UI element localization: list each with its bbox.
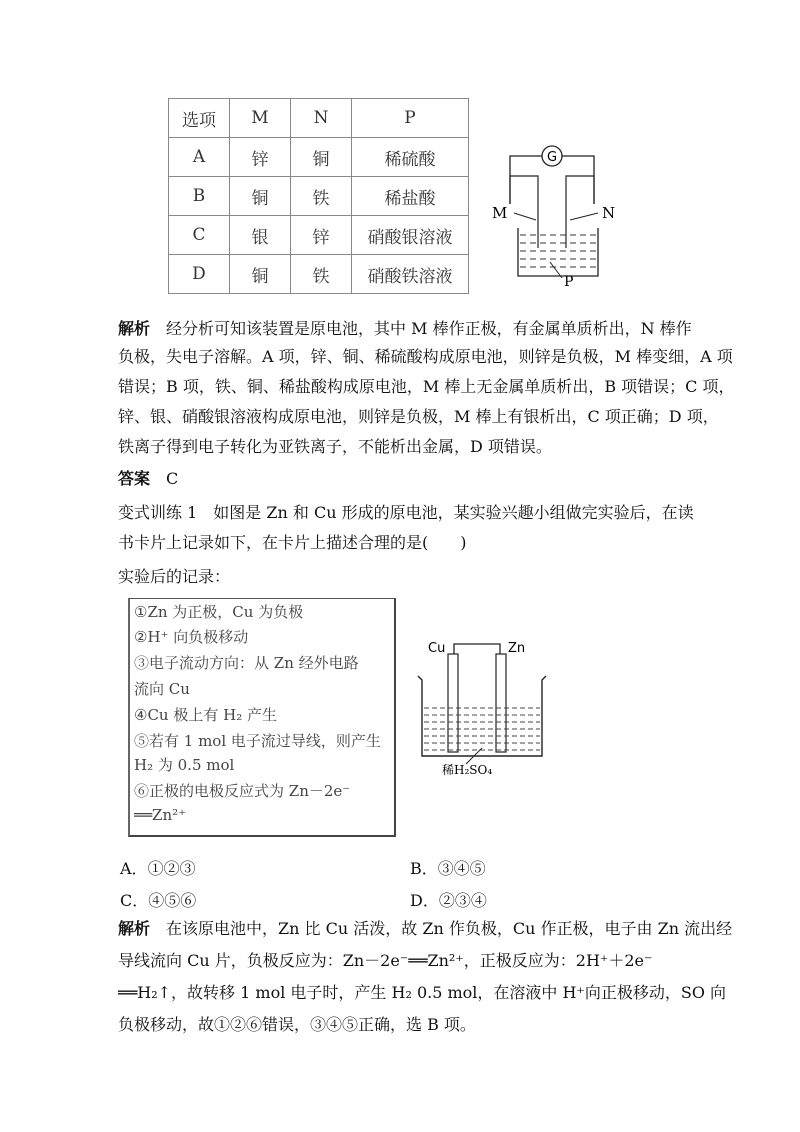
table-cell: 铜 <box>291 138 352 177</box>
analysis-paragraph-2 <box>118 918 732 940</box>
card-line: ⑥正极的电极反应式为 Zn－2e⁻ <box>134 782 351 800</box>
solution-p-label: P <box>564 274 574 290</box>
table-cell: 稀盐酸 <box>352 177 469 216</box>
table-cell: D <box>169 255 230 294</box>
exercise-line: 书卡片上记录如下，在卡片上描述合理的是( ) <box>118 533 467 552</box>
analysis-label: 解析 <box>118 319 151 338</box>
options-table <box>168 98 469 294</box>
electrolyte-label: 稀H₂SO₄ <box>442 763 493 776</box>
analysis-line: 错误；B 项，铁、铜、稀盐酸构成原电池，M 棒上无金属单质析出，B 项错误；C 项， <box>118 377 735 396</box>
table-cell: 铜 <box>230 177 291 216</box>
analysis-line: ══H₂↑，故转移 1 mol 电子时，产生 H₂ 0.5 mol，在溶液中 H⁺向正极移动，SO 向 <box>118 983 727 1002</box>
table-cell: 锌 <box>291 216 352 255</box>
record-card <box>128 598 396 837</box>
table-cell: 铁 <box>291 177 352 216</box>
option-c[interactable] <box>120 888 196 911</box>
table-header-cell: M <box>230 99 291 138</box>
option-b[interactable] <box>410 856 486 879</box>
card-line: ④Cu 极上有 H₂ 产生 <box>134 706 277 724</box>
card-line: H₂ 为 0.5 mol <box>134 756 235 774</box>
option-text: ①②③ <box>147 859 196 878</box>
answer-line <box>118 468 178 490</box>
analysis-line: 导线流向 Cu 片，负极反应为：Zn－2e⁻══Zn²⁺，正极反应为：2H⁺＋2e⁻ <box>118 951 653 970</box>
table-header-cell: N <box>291 99 352 138</box>
electrode-n-label: N <box>602 204 616 222</box>
galvanometer-label: G <box>546 150 558 165</box>
option-text: ②③④ <box>438 891 487 910</box>
option-letter: D． <box>410 891 439 910</box>
card-line: ③电子流动方向：从 Zn 经外电路 <box>134 654 359 672</box>
option-text: ④⑤⑥ <box>148 891 197 910</box>
analysis-label: 解析 <box>118 919 151 938</box>
table-cell: 稀硫酸 <box>352 138 469 177</box>
table-cell: B <box>169 177 230 216</box>
table-row <box>169 138 469 177</box>
card-line: ②H⁺ 向负极移动 <box>134 628 249 646</box>
analysis-line: 负极，失电子溶解。A 项，锌、铜、稀硫酸构成原电池，则锌是负极，M 棒变细，A 项 <box>118 347 733 366</box>
analysis-line: 负极移动，故①②⑥错误，③④⑤正确，选 B 项。 <box>118 1015 476 1034</box>
table-row <box>169 255 469 294</box>
option-letter: A． <box>120 859 148 878</box>
analysis-line: 铁离子得到电子转化为亚铁离子，不能析出金属，D 项错误。 <box>118 437 552 456</box>
record-title: 实验后的记录： <box>118 567 231 586</box>
option-d[interactable] <box>410 888 487 911</box>
table-cell: 硝酸银溶液 <box>352 216 469 255</box>
analysis-line: 锌、银、硝酸银溶液构成原电池，则锌是负极，M 棒上有银析出，C 项正确；D 项， <box>118 407 719 426</box>
table-row <box>169 177 469 216</box>
card-line: ══Zn²⁺ <box>134 806 187 824</box>
exercise-line: 变式训练 1 如图是 Zn 和 Cu 形成的原电池，某实验兴趣小组做完实验后，在读 <box>118 503 694 522</box>
zn-label: Zn <box>508 641 526 656</box>
table-cell: 铜 <box>230 255 291 294</box>
option-letter: B． <box>410 859 438 878</box>
card-line: ①Zn 为正极，Cu 为负极 <box>134 603 304 621</box>
cu-zn-cell-diagram <box>410 636 570 776</box>
table-cell: 硝酸铁溶液 <box>352 255 469 294</box>
option-letter: C． <box>120 891 149 910</box>
answer-value: C <box>166 469 179 488</box>
table-cell: A <box>169 138 230 177</box>
table-header-cell: 选项 <box>169 99 230 138</box>
cu-label: Cu <box>428 641 446 656</box>
answer-label: 答案 <box>118 469 151 488</box>
analysis-line: 在该原电池中，Zn 比 Cu 活泼，故 Zn 作负极，Cu 作正极，电子由 Zn 流出经 <box>166 919 733 938</box>
electrode-m-label: M <box>492 204 508 222</box>
table-header-row <box>169 99 469 138</box>
table-row <box>169 216 469 255</box>
table-cell: 锌 <box>230 138 291 177</box>
analysis-line: 经分析可知该装置是原电池，其中 M 棒作正极，有金属单质析出，N 棒作 <box>166 319 692 338</box>
card-line: ⑤若有 1 mol 电子流过导线，则产生 <box>134 732 381 750</box>
galvanic-cell-diagram <box>488 140 628 290</box>
table-cell: C <box>169 216 230 255</box>
table-cell: 铁 <box>291 255 352 294</box>
option-a[interactable] <box>120 856 196 879</box>
table-cell: 银 <box>230 216 291 255</box>
card-line: 流向 Cu <box>134 680 190 698</box>
option-text: ③④⑤ <box>437 859 486 878</box>
table-header-cell: P <box>352 99 469 138</box>
analysis-paragraph-1 <box>118 318 692 340</box>
